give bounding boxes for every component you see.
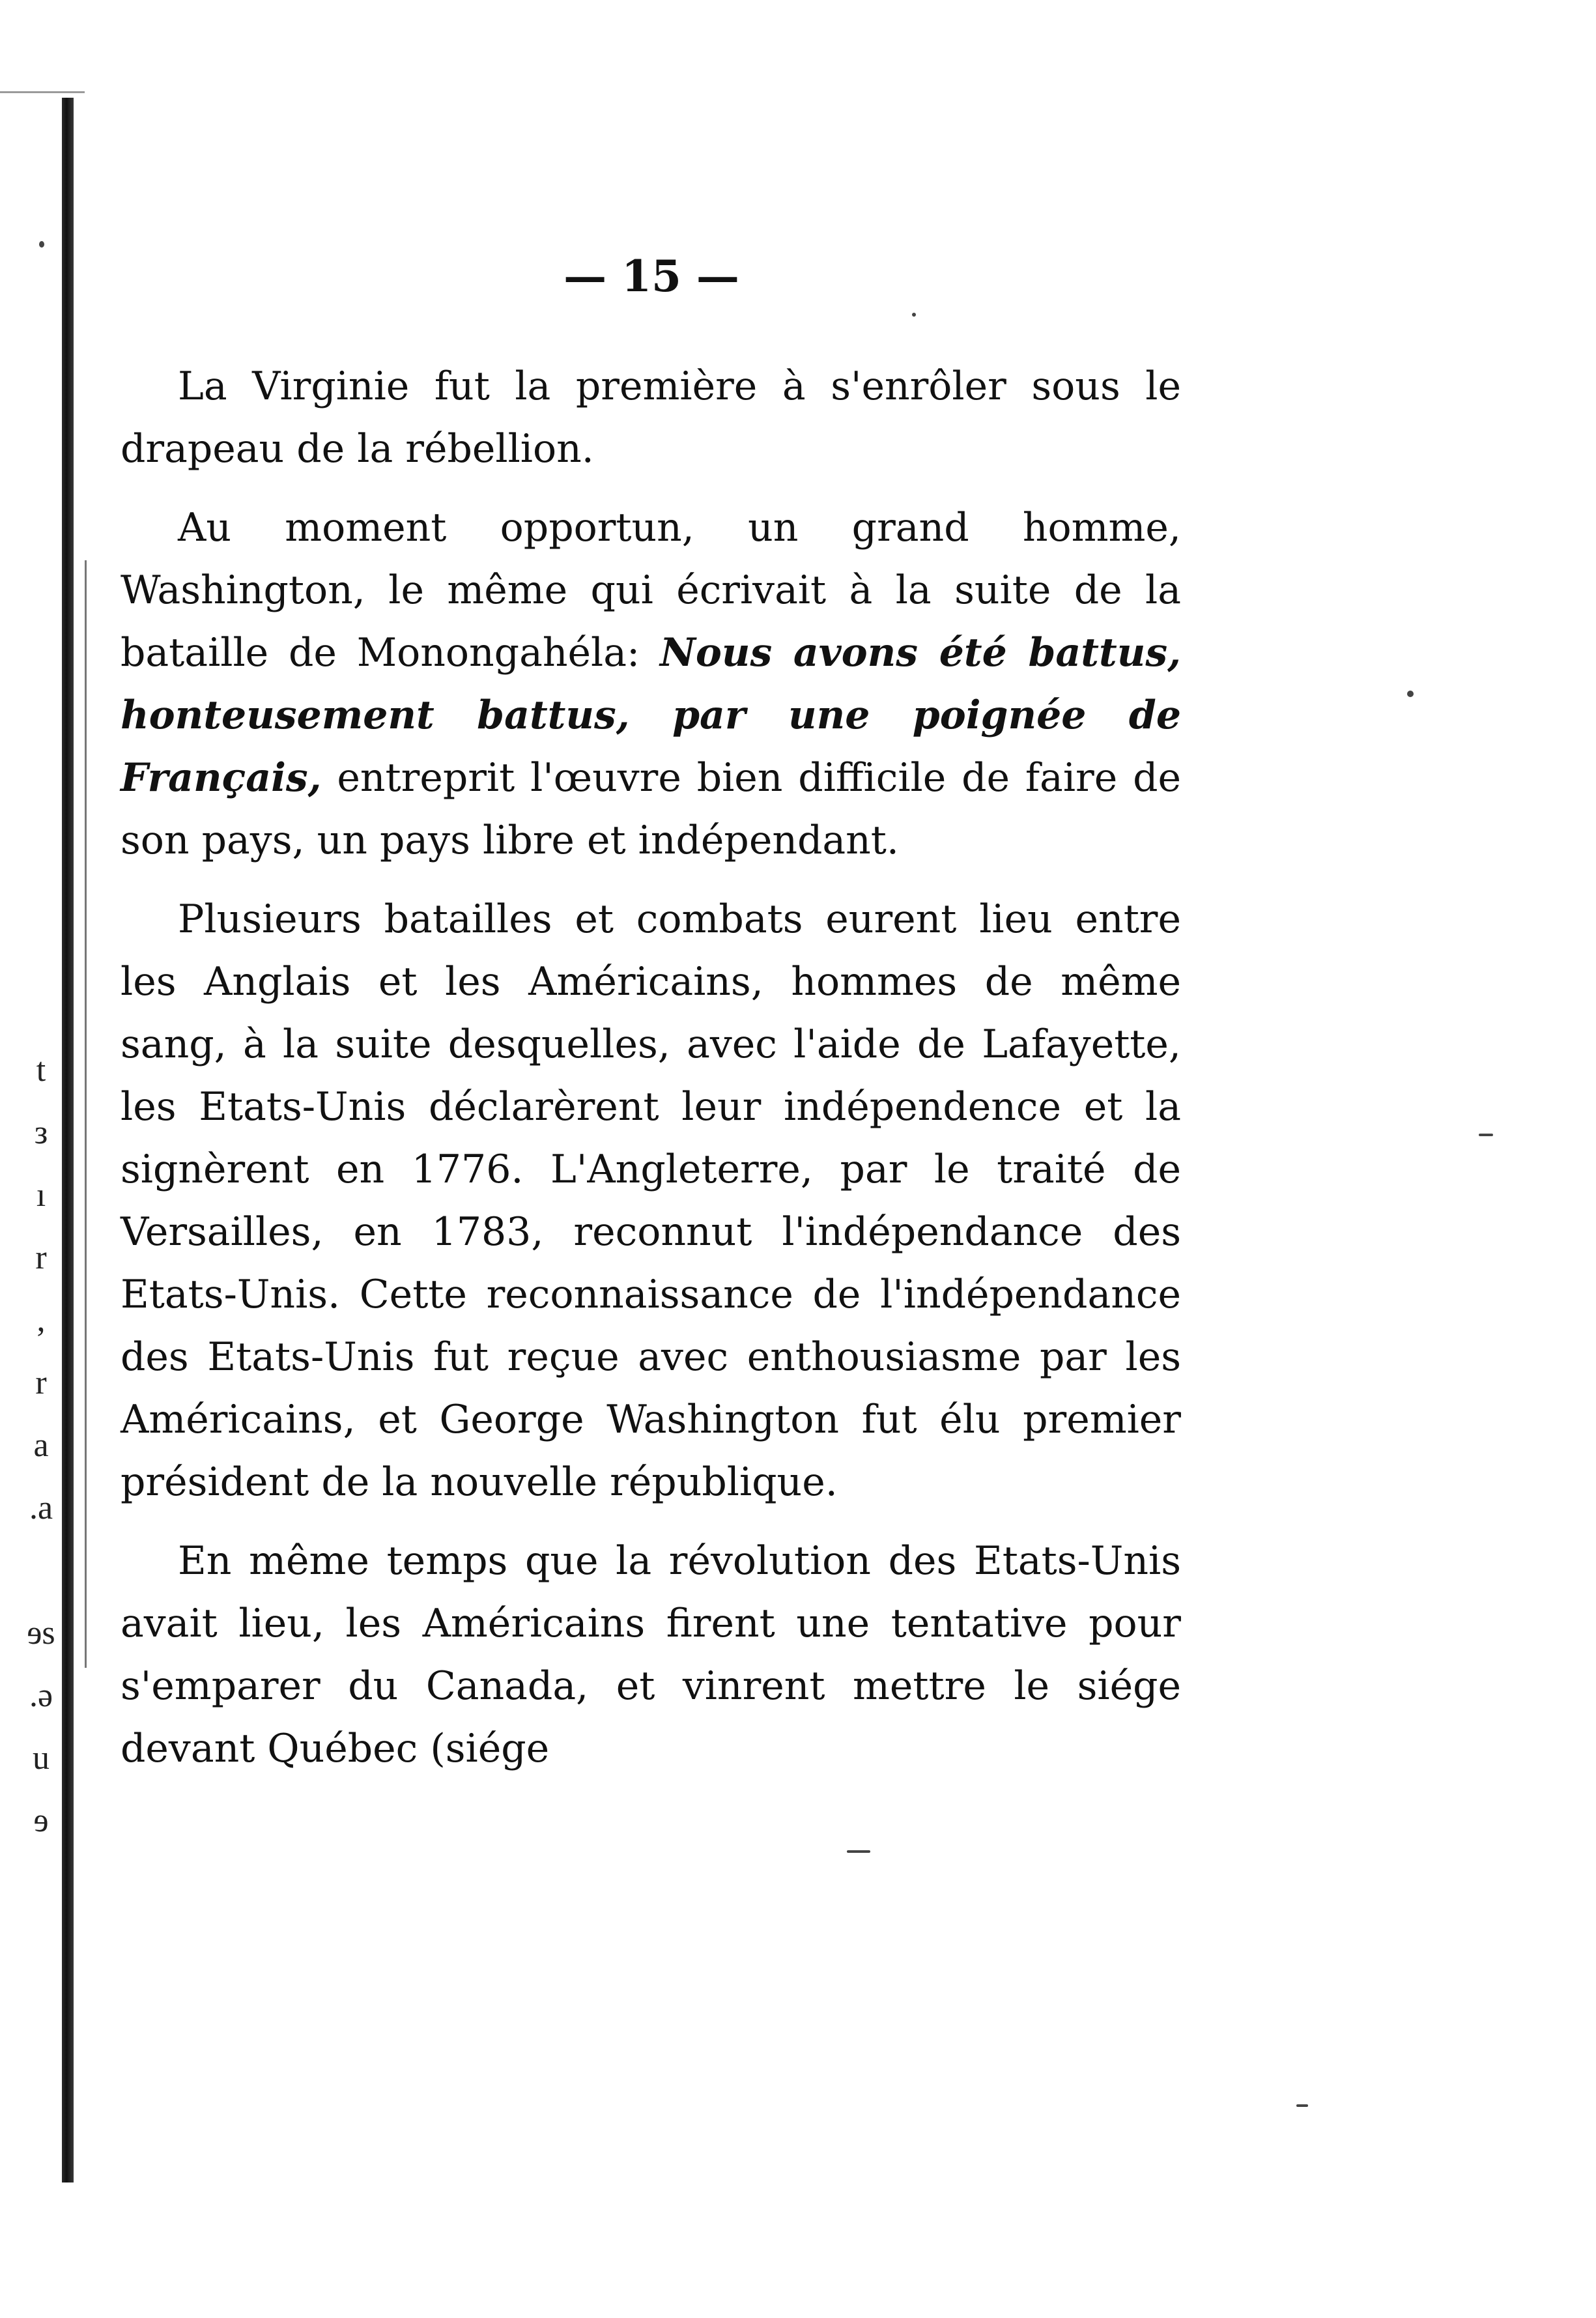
text-run: Au moment opportun, un grand homme, Washington, le même qui écrivait à la suite de la bataille de Monongahéla: [121,505,1181,676]
page-number: — 15 — [563,251,739,302]
scan-speck [1479,1134,1493,1136]
margin-letter: , [36,1302,46,1339]
text-run: Plusieurs batailles et combats eurent lieu entre les Anglais et les Américains, hommes de même sang, à la suite desquelles, avec l'aide de Lafayette, les Etats-Unis déclarèrent leur indépendence et la signèrent en 1776. L'Angleterre, par le traité de Versailles, en 1783, reconnut l'indépendance des Etats-Unis. Cette reconnaissance de l'indépendance des Etats-Unis fut reçue avec enthousiasme par les Américains, et George Washington fut élu premier président de la nouvelle république. [121,896,1181,1505]
margin-letter: ɘ [33,1802,49,1839]
margin-letter: r [35,1364,47,1401]
scan-speck [1296,2104,1308,2107]
text-run: En même temps que la révolution des Etats-Unis avait lieu, les Américains firent une tentative pour s'emparer du Canada, et vinrent mettre le siége devant Québec (siége [121,1538,1181,1771]
margin-letter: з [34,1114,48,1151]
body-text [121,355,1181,1796]
margin-letter: r [35,1239,47,1276]
scan-speck [39,241,44,248]
text-run: entreprit l'œuvre bien difficile de faire de son pays, un pays libre et indépendant. [121,755,1181,863]
facing-page-bleed-letters [18,1039,64,1852]
margin-letter: .ə [29,1677,53,1714]
margin-letter: a [33,1427,49,1464]
scan-speck [847,1850,870,1853]
margin-letter [18,1539,64,1602]
text-run: La Virginie fut la première à s'enrôler sous le drapeau de la rébellion. [121,364,1181,472]
margin-letter: .a [29,1489,53,1526]
italic-quote: Nous avons été battus, honteusement battus, par une poignée de Français, [121,630,1181,801]
binding-gutter-line [85,560,87,1668]
margin-letter: ı [36,1177,46,1214]
scan-speck [1407,691,1414,697]
margin-letter: t [36,1052,46,1089]
margin-letter: u [33,1739,50,1777]
paragraph [121,888,1181,1513]
margin-letter: ɘs [27,1614,55,1652]
paragraph [121,496,1181,872]
scan-edge-mark [0,91,85,93]
paragraph [121,355,1181,480]
paragraph [121,1530,1181,1780]
scan-speck [912,313,916,317]
